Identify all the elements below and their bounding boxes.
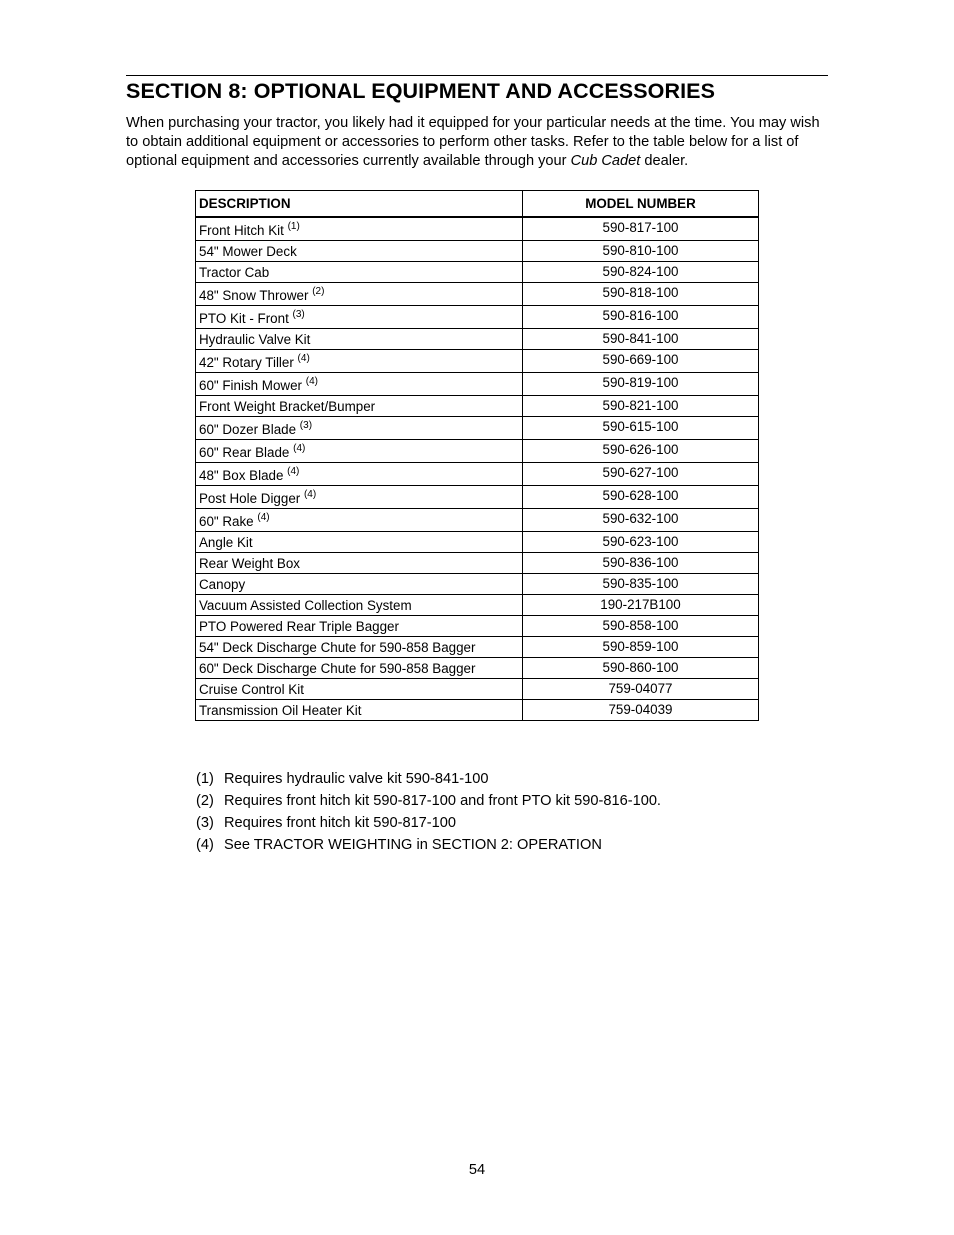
footnote-ref: (4) (303, 488, 317, 500)
header-description: DESCRIPTION (196, 191, 523, 218)
row-description (196, 217, 523, 241)
row-model-number: 590-841-100 (523, 329, 759, 350)
section-title: SECTION 8: OPTIONAL EQUIPMENT AND ACCESSORIES (126, 79, 716, 103)
page-number: 54 (468, 1162, 486, 1178)
table-row (196, 373, 759, 396)
row-description (196, 350, 523, 373)
row-description (196, 306, 523, 329)
footnote-ref: (4) (287, 465, 300, 477)
table-row (196, 637, 759, 658)
table-row (196, 329, 759, 350)
description-text: 60" Rear Blade (199, 445, 290, 460)
row-description (196, 417, 523, 440)
footnote-item (196, 768, 661, 790)
row-description (196, 637, 523, 658)
row-description (196, 283, 523, 306)
footnote-item (196, 790, 661, 812)
row-model-number: 590-819-100 (523, 373, 759, 396)
row-model-number: 590-835-100 (523, 574, 759, 595)
footnote-number: (2) (196, 793, 214, 809)
row-model-number: 590-818-100 (523, 283, 759, 306)
row-description (196, 595, 523, 616)
table-row (196, 417, 759, 440)
description-text: Tractor Cab (199, 265, 270, 280)
intro-text-end: dealer. (640, 153, 689, 169)
footnote-item (196, 812, 661, 834)
row-description (196, 262, 523, 283)
row-description (196, 574, 523, 595)
table-row (196, 553, 759, 574)
table-row (196, 595, 759, 616)
footnote-ref: (3) (299, 419, 313, 431)
table-row (196, 440, 759, 463)
description-text: PTO Kit - Front (199, 311, 289, 326)
row-model-number: 590-615-100 (523, 417, 759, 440)
description-text: Angle Kit (199, 535, 253, 550)
description-text: Rear Weight Box (199, 556, 300, 571)
row-description (196, 700, 523, 721)
row-description (196, 396, 523, 417)
row-model-number: 590-821-100 (523, 396, 759, 417)
header-model-number: MODEL NUMBER (523, 191, 759, 218)
footnote-text: Requires front hitch kit 590-817-100 (224, 815, 457, 831)
footnote-text: Requires hydraulic valve kit 590-841-100 (224, 771, 489, 787)
table-row (196, 509, 759, 532)
description-text: Front Weight Bracket/Bumper (199, 399, 376, 414)
row-model-number: 590-627-100 (523, 463, 759, 486)
description-text: 60" Rake (199, 514, 254, 529)
table-header-row (196, 191, 759, 218)
row-model-number: 759-04039 (523, 700, 759, 721)
footnote-text: Requires front hitch kit 590-817-100 and front PTO kit 590-816-100. (224, 793, 661, 809)
table-row (196, 306, 759, 329)
row-description (196, 616, 523, 637)
row-model-number: 590-824-100 (523, 262, 759, 283)
description-text: Post Hole Digger (199, 491, 301, 506)
table-row (196, 700, 759, 721)
footnote-ref: (2) (312, 285, 325, 297)
row-model-number: 590-626-100 (523, 440, 759, 463)
row-model-number: 590-860-100 (523, 658, 759, 679)
footnote-number: (1) (196, 771, 214, 787)
footnote-number: (4) (196, 837, 214, 853)
row-model-number: 590-836-100 (523, 553, 759, 574)
table-row (196, 262, 759, 283)
row-description (196, 679, 523, 700)
table-row (196, 532, 759, 553)
footnote-ref: (4) (297, 352, 310, 364)
row-model-number: 590-817-100 (523, 217, 759, 241)
footnote-ref: (1) (287, 220, 300, 232)
table-row (196, 396, 759, 417)
table-row (196, 350, 759, 373)
description-text: 54" Mower Deck (199, 244, 297, 259)
footnote-number: (3) (196, 815, 214, 831)
table-row (196, 241, 759, 262)
row-description (196, 463, 523, 486)
footnote-ref: (4) (305, 375, 318, 387)
table-row (196, 616, 759, 637)
table-row (196, 486, 759, 509)
table-row (196, 463, 759, 486)
row-description (196, 532, 523, 553)
row-description (196, 329, 523, 350)
row-description (196, 373, 523, 396)
row-description (196, 440, 523, 463)
description-text: 60" Deck Discharge Chute for 590-858 Bagger (199, 661, 476, 676)
top-rule (126, 75, 828, 76)
table-row (196, 217, 759, 241)
description-text: Hydraulic Valve Kit (199, 332, 311, 347)
table-row (196, 679, 759, 700)
row-model-number: 590-859-100 (523, 637, 759, 658)
row-model-number: 590-816-100 (523, 306, 759, 329)
footnote-ref: (3) (292, 308, 305, 320)
footnote-item (196, 834, 661, 856)
table-row (196, 658, 759, 679)
row-model-number: 590-669-100 (523, 350, 759, 373)
row-description (196, 241, 523, 262)
footnotes (196, 768, 661, 856)
row-model-number: 759-04077 (523, 679, 759, 700)
table-row (196, 283, 759, 306)
description-text: 60" Finish Mower (199, 378, 302, 393)
description-text: 54" Deck Discharge Chute for 590-858 Bagger (199, 640, 476, 655)
footnote-ref: (4) (293, 442, 306, 454)
equipment-table (195, 190, 759, 721)
row-description (196, 509, 523, 532)
row-model-number: 590-628-100 (523, 486, 759, 509)
description-text: Cruise Control Kit (199, 682, 304, 697)
description-text: PTO Powered Rear Triple Bagger (199, 619, 399, 634)
row-description (196, 553, 523, 574)
description-text: 48" Snow Thrower (199, 288, 309, 303)
description-text: Canopy (199, 577, 246, 592)
row-description (196, 486, 523, 509)
row-description (196, 658, 523, 679)
description-text: 48" Box Blade (199, 468, 284, 483)
description-text: 42" Rotary Tiller (199, 355, 294, 370)
row-model-number: 590-623-100 (523, 532, 759, 553)
row-model-number: 590-810-100 (523, 241, 759, 262)
table-row (196, 574, 759, 595)
description-text: Front Hitch Kit (199, 223, 284, 238)
intro-paragraph (126, 114, 832, 171)
brand-name: Cub Cadet (570, 153, 641, 169)
row-model-number: 590-858-100 (523, 616, 759, 637)
description-text: Transmission Oil Heater Kit (199, 703, 362, 718)
row-model-number: 190-217B100 (523, 595, 759, 616)
intro-text: When purchasing your tractor, you likely had it equipped for your particular needs at the time. You may wish to obtain additional equipment or accessories to perform other tasks. Refer to the table below for a list of optional equipment and accessories currently available through your (126, 115, 820, 169)
footnote-text: See TRACTOR WEIGHTING in SECTION 2: OPERATION (224, 837, 602, 853)
description-text: 60" Dozer Blade (199, 422, 297, 437)
description-text: Vacuum Assisted Collection System (199, 598, 412, 613)
row-model-number: 590-632-100 (523, 509, 759, 532)
footnote-ref: (4) (257, 511, 270, 523)
